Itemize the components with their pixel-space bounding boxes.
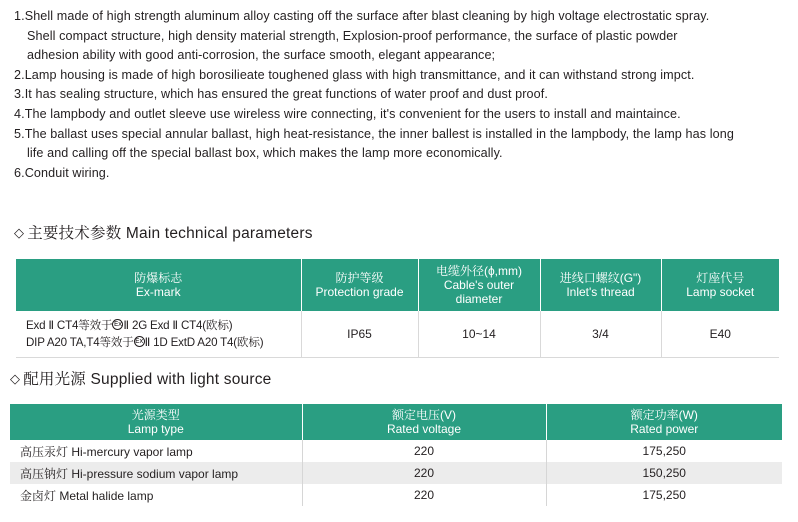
header-rated-voltage: 额定电压(V) Rated voltage bbox=[302, 404, 546, 440]
cell-voltage: 220 bbox=[302, 462, 546, 484]
diamond-icon: ◇ bbox=[10, 371, 21, 386]
cell-power: 150,250 bbox=[546, 462, 782, 484]
tech-params-table bbox=[16, 259, 779, 358]
tech-params-title bbox=[14, 221, 313, 243]
cell-voltage: 220 bbox=[302, 484, 546, 506]
header-thread: 进线口螺纹(G") Inlet's thread bbox=[540, 259, 661, 311]
header-protection: 防护等级 Protection grade bbox=[301, 259, 418, 311]
feature-line: 4.The lampbody and outlet sleeve use wireless wire connecting, it's convenient for the users to install and maintaince. bbox=[14, 106, 681, 121]
cell-power: 175,250 bbox=[546, 440, 782, 462]
features-list bbox=[14, 7, 790, 183]
header-rated-power: 额定功率(W) Rated power bbox=[546, 404, 782, 440]
header-cable: 电缆外径(ϕ,mm) Cable's outer diameter bbox=[418, 259, 540, 311]
light-header-row bbox=[10, 404, 782, 440]
cell-power: 175,250 bbox=[546, 484, 782, 506]
header-socket: 灯座代号 Lamp socket bbox=[661, 259, 779, 311]
cell-lamp-type: 高压钠灯 Hi-pressure sodium vapor lamp bbox=[10, 462, 302, 484]
ex-mark-icon: Ex bbox=[135, 337, 144, 346]
cell-lamp-type: 金卤灯 Metal halide lamp bbox=[10, 484, 302, 506]
cell-socket: E40 bbox=[661, 311, 779, 358]
tech-params-title-text: 主要技术参数 Main technical parameters bbox=[27, 225, 313, 242]
diamond-icon: ◇ bbox=[14, 225, 25, 240]
ex-mark-icon: Ex bbox=[113, 320, 122, 329]
feature-line: 1.Shell made of high strength aluminum alloy casting off the surface after blast cleaning by high voltage electrostatic spray. bbox=[14, 9, 710, 23]
cell-exmark: Exd Ⅱ CT4等效于ExⅡ 2G Exd Ⅱ CT4(欧标) DIP A20 TA,T4等效于ExⅡ 1D ExtD A20 T4(欧标) bbox=[16, 311, 301, 358]
cell-cable: 10~14 bbox=[418, 311, 540, 358]
feature-line: Shell compact structure, high density material strength, Explosion-proof performance, the surface of plastic powder bbox=[27, 28, 678, 43]
feature-line: life and calling off the special ballast box, which makes the lamp more economically. bbox=[27, 146, 503, 161]
feature-line: 3.It has sealing structure, which has ensured the great functions of water proof and dust proof. bbox=[14, 87, 548, 102]
light-source-title bbox=[10, 367, 271, 389]
header-lamp-type: 光源类型 Lamp type bbox=[10, 404, 302, 440]
table-row bbox=[10, 440, 782, 462]
cell-thread: 3/4 bbox=[540, 311, 661, 358]
light-source-title-text: 配用光源 Supplied with light source bbox=[23, 371, 272, 388]
table-row bbox=[10, 484, 782, 506]
tech-data-row bbox=[16, 311, 779, 358]
feature-line: 2.Lamp housing is made of high borosilieate toughened glass with high transmittance, and it can withstand strong impct. bbox=[14, 67, 695, 82]
cell-voltage: 220 bbox=[302, 440, 546, 462]
cell-lamp-type: 高压汞灯 Hi-mercury vapor lamp bbox=[10, 440, 302, 462]
header-exmark: 防爆标志 Ex-mark bbox=[16, 259, 301, 311]
feature-line: 6.Conduit wiring. bbox=[14, 165, 110, 180]
feature-line: 5.The ballast uses special annular ballast, high heat-resistance, the inner ballest is installed in the lampbody, the lamp has long bbox=[14, 126, 734, 141]
feature-line: adhesion ability with good anti-corrosion, the surface smooth, elegant appearance; bbox=[27, 48, 496, 63]
cell-protection: IP65 bbox=[301, 311, 418, 358]
light-source-table bbox=[10, 404, 782, 506]
tech-header-row bbox=[16, 259, 779, 311]
table-row bbox=[10, 462, 782, 484]
